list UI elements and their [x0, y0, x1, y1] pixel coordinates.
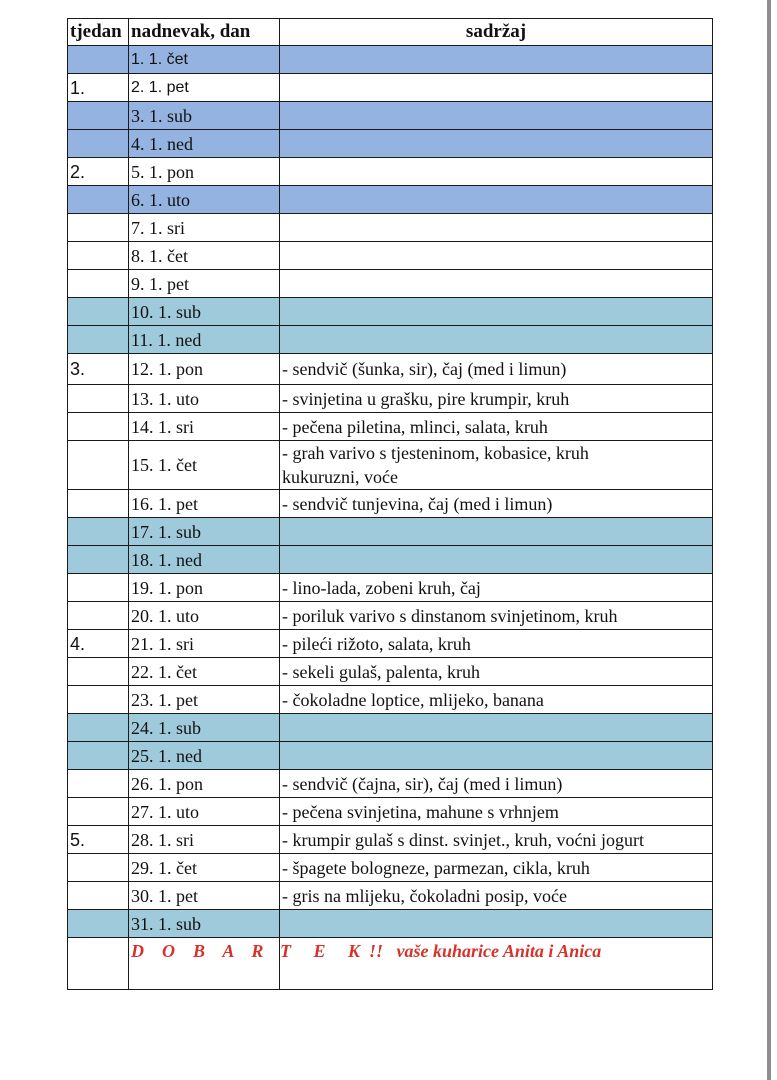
table-row: [68, 385, 713, 413]
content-cell: [280, 326, 713, 354]
date-cell: 20. 1. uto: [129, 602, 280, 630]
content-cell: - pečena svinjetina, mahune s vrhnjem: [280, 798, 713, 826]
content-cell: [280, 186, 713, 214]
table-row: [68, 214, 713, 242]
week-cell: [68, 882, 129, 910]
content-cell: [280, 518, 713, 546]
content-cell: [280, 546, 713, 574]
week-cell: [68, 46, 129, 74]
date-cell: 8. 1. čet: [129, 242, 280, 270]
content-cell: [280, 158, 713, 186]
content-cell: [280, 441, 713, 490]
week-cell: [68, 742, 129, 770]
header-content: sadržaj: [280, 19, 713, 46]
table-row: [68, 270, 713, 298]
week-cell: [68, 490, 129, 518]
date-cell: 13. 1. uto: [129, 385, 280, 413]
date-cell: 26. 1. pon: [129, 770, 280, 798]
week-cell: [68, 854, 129, 882]
content-cell: - poriluk varivo s dinstanom svinjetinom, kruh: [280, 602, 713, 630]
content-line: kukuruzni, voće: [282, 467, 398, 487]
table-row: [68, 854, 713, 882]
table-row: [68, 441, 713, 490]
date-cell: 15. 1. čet: [129, 441, 280, 490]
content-line: - grah varivo s tjesteninom, kobasice, kruh: [282, 443, 589, 463]
table-row: [68, 910, 713, 938]
content-cell: - pileći rižoto, salata, kruh: [280, 630, 713, 658]
date-cell: 11. 1. ned: [129, 326, 280, 354]
table-row: [68, 798, 713, 826]
week-cell: [68, 714, 129, 742]
date-cell: 14. 1. sri: [129, 413, 280, 441]
table-row: [68, 413, 713, 441]
content-cell: [280, 742, 713, 770]
date-cell: 27. 1. uto: [129, 798, 280, 826]
date-cell: 6. 1. uto: [129, 186, 280, 214]
week-cell: 2.: [68, 158, 129, 186]
week-cell: [68, 385, 129, 413]
content-cell: - sendvič (čajna, sir), čaj (med i limun): [280, 770, 713, 798]
week-cell: [68, 574, 129, 602]
week-cell: [68, 546, 129, 574]
date-cell: 23. 1. pet: [129, 686, 280, 714]
week-cell: [68, 910, 129, 938]
content-cell: [280, 130, 713, 158]
date-cell: 29. 1. čet: [129, 854, 280, 882]
table-row: [68, 770, 713, 798]
date-cell: 17. 1. sub: [129, 518, 280, 546]
date-cell: 21. 1. sri: [129, 630, 280, 658]
week-cell: 5.: [68, 826, 129, 854]
week-cell: [68, 326, 129, 354]
table-row: [68, 686, 713, 714]
week-cell: [68, 770, 129, 798]
week-cell: [68, 518, 129, 546]
date-cell: 3. 1. sub: [129, 102, 280, 130]
date-cell: 25. 1. ned: [129, 742, 280, 770]
date-cell: 28. 1. sri: [129, 826, 280, 854]
date-cell: 18. 1. ned: [129, 546, 280, 574]
table-row: [68, 102, 713, 130]
week-cell: [68, 242, 129, 270]
table-row: [68, 158, 713, 186]
table-row: [68, 658, 713, 686]
content-cell: [280, 214, 713, 242]
footer-content-cell: [280, 938, 713, 990]
content-cell: [280, 270, 713, 298]
table-row: [68, 546, 713, 574]
date-cell: 2. 1. pet: [129, 74, 280, 102]
table-row: [68, 882, 713, 910]
content-cell: - sendvič (šunka, sir), čaj (med i limun): [280, 354, 713, 385]
table-row: [68, 518, 713, 546]
content-cell: [280, 298, 713, 326]
week-cell: [68, 413, 129, 441]
week-cell: 4.: [68, 630, 129, 658]
week-cell: [68, 686, 129, 714]
week-cell: [68, 602, 129, 630]
date-cell: 4. 1. ned: [129, 130, 280, 158]
date-cell: 7. 1. sri: [129, 214, 280, 242]
content-cell: - svinjetina u grašku, pire krumpir, kruh: [280, 385, 713, 413]
table-row: [68, 298, 713, 326]
date-cell: 31. 1. sub: [129, 910, 280, 938]
week-cell: [68, 798, 129, 826]
content-cell: - gris na mlijeku, čokoladni posip, voće: [280, 882, 713, 910]
table-row: [68, 186, 713, 214]
footer-week-cell: [68, 938, 129, 990]
content-cell: - krumpir gulaš s dinst. svinjet., kruh, voćni jogurt: [280, 826, 713, 854]
week-cell: 3.: [68, 354, 129, 385]
date-cell: 1. 1. čet: [129, 46, 280, 74]
week-cell: [68, 441, 129, 490]
week-cell: [68, 270, 129, 298]
table-row: [68, 490, 713, 518]
header-row: [68, 19, 713, 46]
week-cell: [68, 214, 129, 242]
date-cell: 9. 1. pet: [129, 270, 280, 298]
date-cell: 12. 1. pon: [129, 354, 280, 385]
menu-table: [67, 18, 713, 990]
date-cell: 16. 1. pet: [129, 490, 280, 518]
content-cell: [280, 714, 713, 742]
week-cell: [68, 130, 129, 158]
week-cell: 1.: [68, 74, 129, 102]
table-row: [68, 826, 713, 854]
week-cell: [68, 658, 129, 686]
content-cell: [280, 242, 713, 270]
week-cell: [68, 186, 129, 214]
footer-row: [68, 938, 713, 990]
content-cell: [280, 910, 713, 938]
content-cell: [280, 74, 713, 102]
footer-date-cell: [129, 938, 280, 990]
table-row: [68, 130, 713, 158]
week-cell: [68, 102, 129, 130]
date-cell: 30. 1. pet: [129, 882, 280, 910]
content-cell: - lino-lada, zobeni kruh, čaj: [280, 574, 713, 602]
content-cell: - sendvič tunjevina, čaj (med i limun): [280, 490, 713, 518]
content-cell: [280, 102, 713, 130]
table-row: [68, 74, 713, 102]
header-date: nadnevak, dan: [129, 19, 280, 46]
table-row: [68, 602, 713, 630]
table-row: [68, 742, 713, 770]
date-cell: 19. 1. pon: [129, 574, 280, 602]
footer-text-part1: D O B A R: [131, 941, 264, 961]
week-cell: [68, 298, 129, 326]
date-cell: 5. 1. pon: [129, 158, 280, 186]
date-cell: 22. 1. čet: [129, 658, 280, 686]
table-row: [68, 354, 713, 385]
content-cell: - sekeli gulaš, palenta, kruh: [280, 658, 713, 686]
content-cell: [280, 46, 713, 74]
table-row: [68, 46, 713, 74]
table-row: [68, 630, 713, 658]
date-cell: 24. 1. sub: [129, 714, 280, 742]
table-row: [68, 326, 713, 354]
content-cell: - pečena piletina, mlinci, salata, kruh: [280, 413, 713, 441]
date-cell: 10. 1. sub: [129, 298, 280, 326]
footer-text-part2: T E K !! vaše kuharice Anita i Anica: [280, 941, 602, 961]
header-week: tjedan: [68, 19, 129, 46]
table-row: [68, 574, 713, 602]
table-row: [68, 714, 713, 742]
page-edge-divider: [767, 0, 771, 1080]
table-row: [68, 242, 713, 270]
content-cell: - čokoladne loptice, mlijeko, banana: [280, 686, 713, 714]
content-cell: - špagete bologneze, parmezan, cikla, kruh: [280, 854, 713, 882]
